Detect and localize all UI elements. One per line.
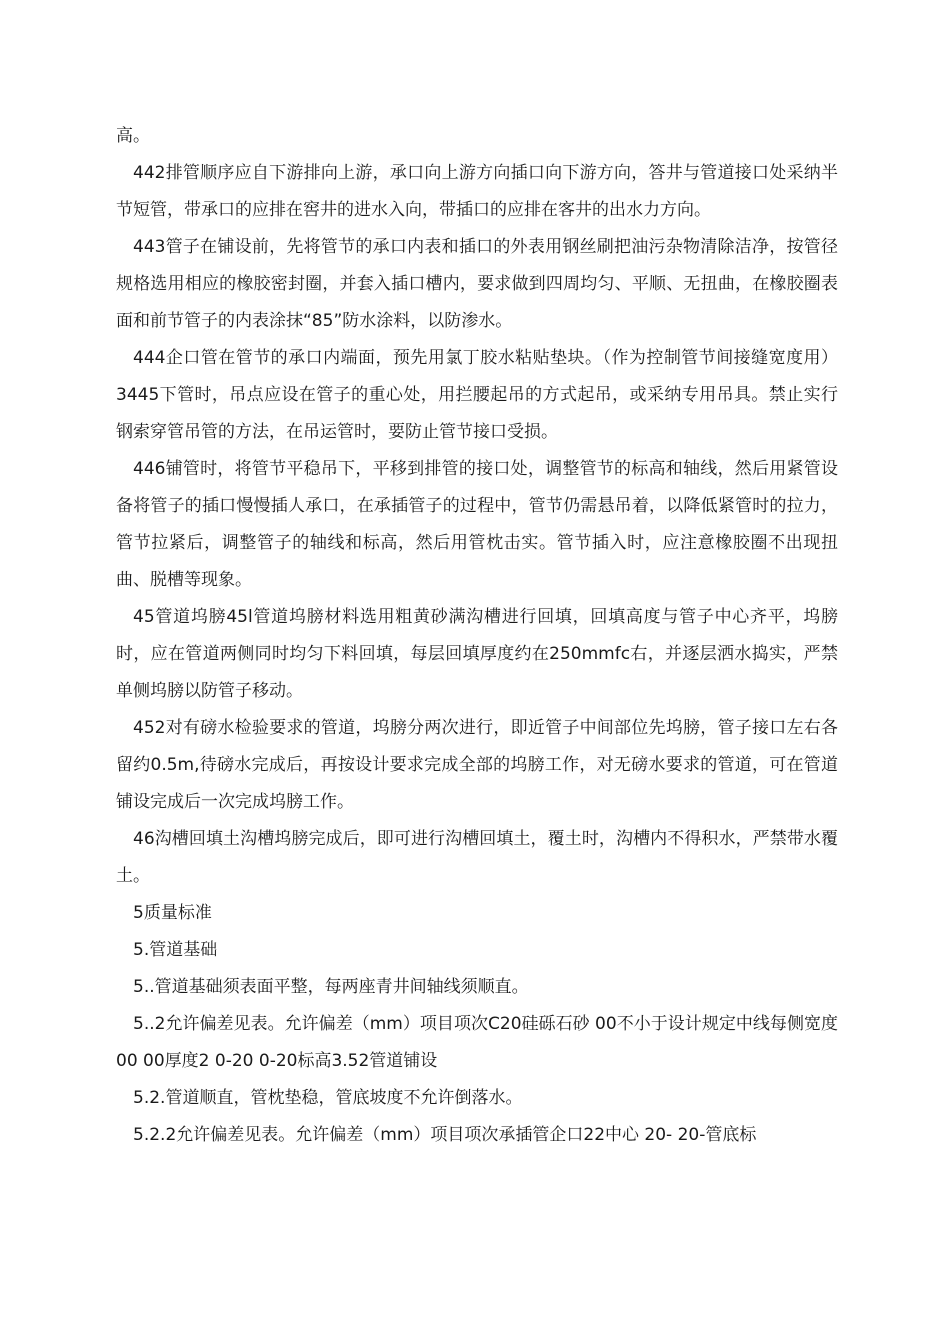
paragraph: 45管道坞膀45l管道坞膀材料选用粗黄砂满沟槽进行回填，回填高度与管子中心齐平，坞膀时，应在管道两侧同时均匀下料回填，每层回填厚度约在250mmfc右，并逐层洒水捣实，严禁单侧坞膀以防管子移动。 xyxy=(116,607,838,701)
paragraph: 5..管道基础须表面平整，每两座青井间轴线须顺直。 xyxy=(133,977,529,997)
paragraph: 446铺管时，将管节平稳吊下，平移到排管的接口处，调整管节的标高和轴线，然后用紧管设备将管子的插口慢慢插人承口，在承插管子的过程中，管节仍需悬吊着，以降低紧管时的拉力，管节拉紧后，调整管子的轴线和标高，然后用管枕击实。管节插入时，应注意橡胶圈不出现扭曲、脱槽等现象。 xyxy=(116,459,838,590)
paragraph: 5..2允许偏差见表。允许偏差（mm）项目项次C20硅砾石砂 00不小于设计规定中线每侧宽度 00 00厚度2 0-20 0-20标高3.52管道铺设 xyxy=(116,1014,838,1071)
paragraph: 443管子在铺设前，先将管节的承口内表和插口的外表用钢丝刷把油污杂物清除洁净，按管径规格选用相应的橡胶密封圈，并套入插口槽内，要求做到四周均匀、平顺、无扭曲，在橡胶圈表面和前节管子的内表涂抹“85”防水涂料，以防渗水。 xyxy=(116,237,838,331)
document-body xyxy=(116,118,838,1154)
paragraph: 442排管顺序应自下游排向上游，承口向上游方向插口向下游方向，答井与管道接口处采纳半节短管，带承口的应排在窖井的进水入向，带插口的应排在客井的出水力方向。 xyxy=(116,163,838,220)
section-heading: 5质量标准 xyxy=(133,903,212,923)
paragraph: 46沟槽回填土沟槽坞膀完成后，即可进行沟槽回填土，覆土时，沟槽内不得积水，严禁带水覆土。 xyxy=(116,829,838,886)
paragraph: 5.2.2允许偏差见表。允许偏差（mm）项目项次承插管企口22中心 20- 20-管底标 xyxy=(133,1125,757,1145)
paragraph: 高。 xyxy=(116,126,150,146)
subsection-heading: 5.管道基础 xyxy=(133,940,218,960)
paragraph: 452对有磅水检验要求的管道，坞膀分两次进行，即近管子中间部位先坞膀，管子接口左右各留约0.5m,待磅水完成后，再按设计要求完成全部的坞膀工作，对无磅水要求的管道，可在管道铺设完成后一次完成坞膀工作。 xyxy=(116,718,838,812)
paragraph: 444企口管在管节的承口内端面，预先用氯丁胶水粘贴垫块。（作为控制管节间接缝宽度用）3445下管时，吊点应设在管子的重心处，用拦腰起吊的方式起吊，或采纳专用吊具。禁止实行钢索穿管吊管的方法，在吊运管时，要防止管节接口受损。 xyxy=(116,348,838,442)
paragraph: 5.2.管道顺直，管枕垫稳，管底坡度不允许倒落水。 xyxy=(133,1088,523,1108)
